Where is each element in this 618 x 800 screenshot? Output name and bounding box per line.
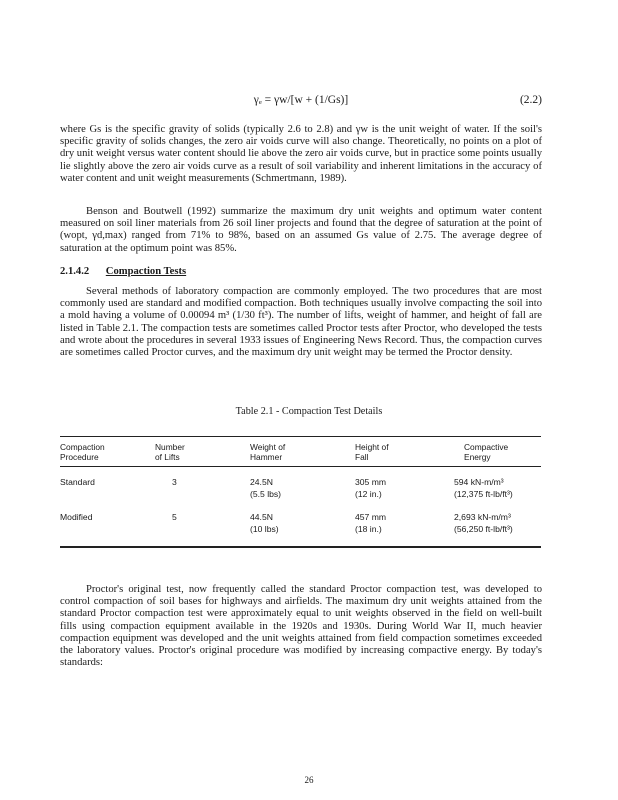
cell-energy-si: 594 kN-m/m³	[454, 477, 504, 487]
cell-fall-imperial: (12 in.)	[355, 489, 382, 499]
header-fall-line2: Fall	[355, 452, 369, 462]
cell-fall-si: 457 mm	[355, 512, 387, 522]
header-lifts-line2: of Lifts	[155, 452, 180, 462]
page-number: 26	[304, 775, 314, 785]
table-top-rule	[60, 436, 541, 437]
section-heading	[60, 266, 186, 277]
cell-procedure: Standard	[60, 477, 95, 487]
table-caption: Table 2.1 - Compaction Test Details	[235, 406, 383, 417]
paragraph-compaction-methods: Several methods of laboratory compaction are commonly employed. The two procedures that are most commonly used are standard and modified compaction. Both techniques usually involve compacting the soil into a mold having a volume of 0.00094 m³ (1/30 ft³). The number of lifts, weight of hammer, and height of fall are listed in Table 2.1. The compaction tests are sometimes called Proctor tests after Proctor, who developed the tests and wrote about the procedures in several 1933 issues of Engineering News Record. Thus, the compaction curves are sometimes called Proctor curves, and the maximum dry unit weight may be termed the Proctor density.	[60, 286, 542, 359]
header-procedure-line2: Procedure	[60, 452, 99, 462]
header-fall-line1: Height of	[355, 442, 389, 452]
paragraph-zero-air-voids: where Gs is the specific gravity of solids (typically 2.6 to 2.8) and γw is the unit weight of water. If the soil's specific gravity of solids changes, the zero air voids curve will also change. Theoretically, no points on a plot of dry unit weight versus water content should lie above the zero air voids curve, but in practice some points usually lie slightly above the zero air voids curve as a result of soil variability and inherent limitations in the accuracy of water content and unit weight measurements (Schmertmann, 1989).	[60, 124, 542, 184]
cell-energy-imperial: (56,250 ft-lb/ft³)	[454, 524, 513, 534]
table-header-rule	[60, 466, 541, 467]
header-energy-line1: Compactive	[464, 442, 509, 452]
header-hammer-line1: Weight of	[250, 442, 286, 452]
section-title: Compaction Tests	[105, 266, 187, 277]
cell-energy-imperial: (12,375 ft-lb/ft³)	[454, 489, 513, 499]
cell-fall-imperial: (18 in.)	[355, 524, 382, 534]
cell-lifts: 3	[172, 477, 177, 487]
equation-2-2	[60, 94, 542, 106]
cell-procedure: Modified	[60, 512, 93, 522]
header-procedure-line1: Compaction	[60, 442, 105, 452]
cell-hammer-si: 24.5N	[250, 477, 273, 487]
paragraph-proctor-history: Proctor's original test, now frequently called the standard Proctor compaction test, was developed to control compaction of soil bases for highways and airfields. The maximum dry unit weights attained from the standard Proctor compaction test were approximately equal to unit weights observed in the field on well-built fills using compaction equipment available in the 1920s and 1930s. During World War II, much heavier compaction equipment was developed and the unit weights attained from field compaction sometimes exceeded the laboratory values. Proctor's original procedure was modified by increasing compactive energy. By today's standards:	[60, 584, 542, 669]
section-number: 2.1.4.2	[60, 266, 90, 277]
cell-hammer-si: 44.5N	[250, 512, 273, 522]
equation-number: (2.2)	[519, 94, 542, 106]
table-bottom-rule	[60, 546, 541, 548]
header-lifts-line1: Number	[155, 442, 185, 452]
cell-fall-si: 305 mm	[355, 477, 387, 487]
cell-hammer-imperial: (10 lbs)	[250, 524, 279, 534]
cell-lifts: 5	[172, 512, 177, 522]
header-hammer-line2: Hammer	[250, 452, 283, 462]
paragraph-benson-boutwell: Benson and Boutwell (1992) summarize the maximum dry unit weights and optimum water content measured on soil liner materials from 26 soil liner projects and found that the degree of saturation at the point of (wopt, γd,max) ranged from 71% to 98%, based on an assumed Gs value of 2.75. The average degree of saturation at the optimum point was 85%.	[60, 206, 542, 254]
equation-text: γₑ = γw/[w + (1/Gs)]	[253, 94, 349, 106]
cell-hammer-imperial: (5.5 lbs)	[250, 489, 282, 499]
cell-energy-si: 2,693 kN-m/m³	[454, 512, 511, 522]
header-energy-line2: Energy	[464, 452, 491, 462]
